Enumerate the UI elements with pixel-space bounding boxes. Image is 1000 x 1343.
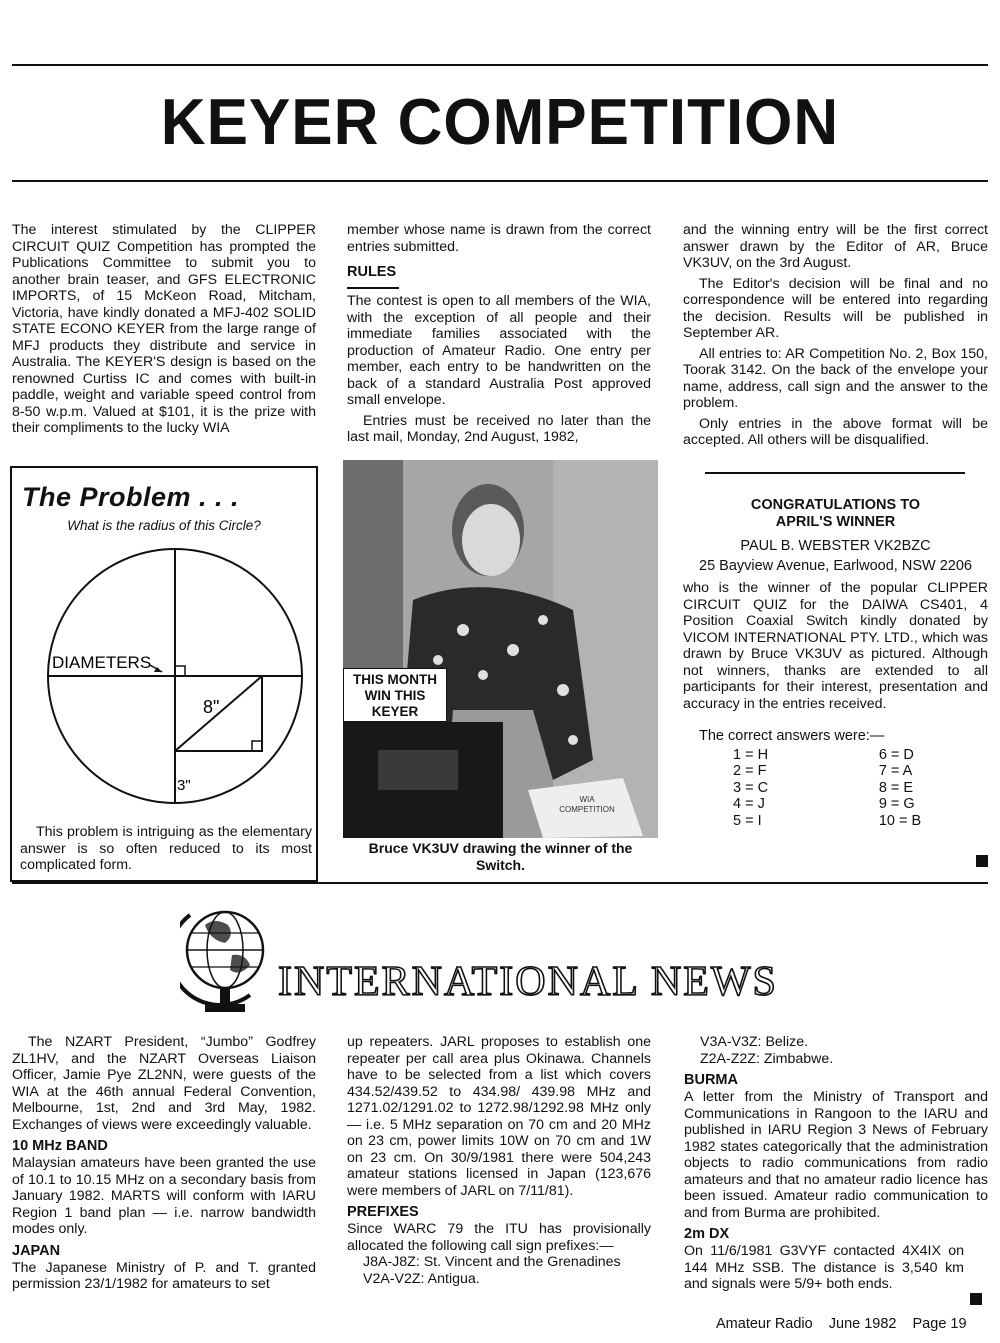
end-mark [970, 1293, 982, 1305]
deadline-paragraph: Entries must be received no later than the last mail, Monday, 2nd August, 1982, [347, 412, 651, 445]
column3-paragraph-4: Only entries in the above format will be accepted. All others will be disqualified. [683, 415, 988, 448]
win-sign-line-1: THIS MONTH [353, 672, 437, 687]
answer-right: 8 = E [878, 779, 914, 796]
news-burma-paragraph: A letter from the Ministry of Transport and Communications in Rangoon to the IARU and published in IARU Region 3 News of February 1982 states categorically that the administration objects to radio communications from radio amateurs and that no amateur radio licence has been issued. Amateur radio communication to and from Burma are prohibited. [684, 1089, 988, 1221]
news-japan-heading: JAPAN [12, 1242, 61, 1259]
answers-row [733, 747, 933, 764]
problem-question: What is the radius of this Circle? [67, 518, 261, 533]
answer-right: 10 = B [878, 812, 922, 829]
prefix-list-item: V3A-V3Z: Belize. [700, 1034, 809, 1050]
win-sign-line-2: WIN THIS [364, 688, 426, 703]
label-diameters: DIAMETERS [52, 653, 152, 672]
label-3-inch: 3" [177, 777, 191, 794]
column3-paragraph-1: and the winning entry will be the first correct answer drawn by the Editor of AR, Bruce VK3UV, on the 3rd August. [683, 222, 988, 271]
svg-text:COMPETITION: COMPETITION [559, 805, 615, 814]
prefix-list-item: V2A-V2Z: Antigua. [363, 1270, 480, 1287]
answer-left: 5 = I [733, 812, 762, 829]
column3-paragraph-3: All entries to: AR Competition No. 2, Box 150, Toorak 3142. On the back of the envelope your name, address, call sign and the answer to the problem. [683, 345, 988, 411]
answers-row [733, 796, 933, 813]
international-news-banner: INTERNATIONAL NEWS [278, 959, 778, 1005]
congratulations-block [683, 497, 988, 829]
answer-right: 7 = A [878, 763, 913, 779]
rules-paragraph: The contest is open to all members of the WIA, with the exception of all people and their immediate families associated with the production of Amateur Radio. One entry per member, each entry to be handwritten on the back of a standard Australia Post approved small envelope. [347, 293, 651, 408]
answers-row [733, 763, 933, 780]
winner-name: PAUL B. WEBSTER VK2BZC [740, 538, 931, 554]
photo-bruce-vk3uv [343, 460, 658, 838]
footer-page: Page 19 [912, 1316, 967, 1332]
footer-issue: June 1982 [828, 1316, 897, 1332]
news-japan-paragraph: The Japanese Ministry of P. and T. granted permission 23/1/1982 for amateurs to set [12, 1259, 316, 1292]
news-burma-heading: BURMA [684, 1072, 738, 1088]
news-column-1 [12, 1034, 316, 1293]
photo-caption: Bruce VK3UV drawing the winner of the Switch. [368, 840, 633, 873]
rules-heading: RULES [347, 263, 399, 289]
globe-icon [180, 895, 270, 1020]
answers-intro: The correct answers were:— [699, 728, 885, 744]
page-footer [716, 1316, 967, 1332]
answer-left: 3 = C [733, 779, 769, 796]
column3-paragraph-2: The Editor's decision will be final and no correspondence will be entered into regarding the decision. Results will be published in September AR. [683, 275, 988, 341]
section-divider [12, 882, 988, 884]
article-column-3 [683, 222, 988, 449]
answer-right: 6 = D [878, 746, 914, 763]
news-nzart-paragraph: The NZART President, “Jumbo” Godfrey ZL1HV, and the NZART Overseas Liaison Officer, Jamie Pye ZL2NN, were guests of the WIA at the 46th annual Federal Convention, Melbourne, 1st, 2nd and 3rd May, 1982. Exchanges of views were exceedingly valuable. [12, 1034, 316, 1133]
answers-row [733, 813, 933, 830]
news-prefixes-paragraph: Since WARC 79 the ITU has provisionally allocated the following call sign prefixes:— [347, 1221, 651, 1254]
win-sign [343, 668, 447, 722]
problem-box [10, 466, 318, 882]
news-10mhz-heading: 10 MHz BAND [12, 1138, 108, 1154]
page-title: KEYER COMPETITION [160, 86, 840, 159]
news-column-3 [684, 1034, 988, 1293]
answer-right: 9 = G [878, 796, 915, 812]
problem-text: This problem is intriguing as the elementary answer is so often reduced to its most complicated form. [20, 824, 312, 873]
label-8-inch: 8" [203, 697, 220, 717]
news-column-2 [347, 1034, 651, 1287]
news-repeaters-paragraph: up repeaters. JARL proposes to establish one repeater per call area plus Okinawa. Channels have to be selected from a list which covers 434.52/439.52 to 434.98/ 439.98 MHz and 1271.02/1291.02 to 1272.98/1292.98 MHz only — i.e. 5 MHz separation on 70 cm and 20 MHz on 23 cm, power limits 10W on 70 cm and 1W on 23 cm. On 30/9/1981 there were 504,243 amateur stations licensed in Japan (123,676 were members of JARL on 7/11/81). [347, 1034, 651, 1199]
winner-address: 25 Bayview Avenue, Earlwood, NSW 2206 [699, 557, 972, 574]
article-column-2 [347, 222, 651, 446]
title-bottom-rule [12, 180, 988, 182]
news-prefixes-heading: PREFIXES [347, 1204, 419, 1220]
answers-table [733, 747, 933, 830]
top-rule [12, 64, 988, 66]
svg-text:WIA: WIA [579, 795, 595, 804]
win-sign-line-3: KEYER [371, 704, 419, 719]
column2-paragraph-1: member whose name is drawn from the correct entries submitted. [347, 222, 651, 255]
winner-text: who is the winner of the popular CLIPPER CIRCUIT QUIZ for the DAIWA CS401, 4 Position Coaxial Switch kindly donated by VICOM INTERNATIONAL PTY. LTD., which was drawn by Bruce VK3UV as pictured. Although not winners, thanks are extended to all participants for their interest, presentation and accuracy in the entries received. [683, 580, 988, 712]
column3-divider [705, 472, 965, 474]
circle-diagram [12, 538, 316, 838]
news-10mhz-paragraph: Malaysian amateurs have been granted the use of 10.1 to 10.15 MHz on a secondary basis from January 1982. MARTS will conform with IARU Region 1 band plan — i.e. narrow bandwidth modes only. [12, 1155, 316, 1237]
congrats-heading-1: CONGRATULATIONS TO [750, 497, 921, 513]
problem-title: The Problem . . . [22, 482, 240, 512]
footer-magazine: Amateur Radio [716, 1316, 813, 1332]
congrats-heading-2: APRIL'S WINNER [775, 513, 896, 530]
news-2m-dx-heading: 2m DX [684, 1226, 730, 1242]
answer-left: 4 = J [733, 796, 765, 812]
photo-illustration [343, 460, 658, 838]
article-column-1 [12, 222, 316, 437]
news-2m-dx-paragraph: On 11/6/1981 G3VYF contacted 4X4IX on 144 MHz SSB. The distance is 3,540 km and signals were 5/9+ both ends. [684, 1243, 964, 1292]
answer-left: 1 = H [733, 746, 769, 763]
answers-row [733, 780, 933, 797]
prefix-list-item: J8A-J8Z: St. Vincent and the Grenadines [363, 1254, 621, 1270]
prefix-list-item: Z2A-Z2Z: Zimbabwe. [700, 1050, 834, 1067]
answer-left: 2 = F [733, 763, 767, 779]
end-mark [976, 855, 988, 867]
intro-paragraph: The interest stimulated by the CLIPPER CIRCUIT QUIZ Competition has prompted the Publications Committee to submit you to another brain teaser, and GFS ELECTRONIC IMPORTS, of 15 McKeon Road, Mitcham, Victoria, have kindly donated a MFJ-402 SOLID STATE ECONO KEYER from the large range of MFJ products they distribute and service in Australia. The KEYER'S design is based on the renowned Curtiss IC and comes with built-in paddle, weight and variable speed control from 8-50 w.p.m. Valued at $101, it is the prize with their compliments to the lucky WIA [12, 222, 316, 436]
